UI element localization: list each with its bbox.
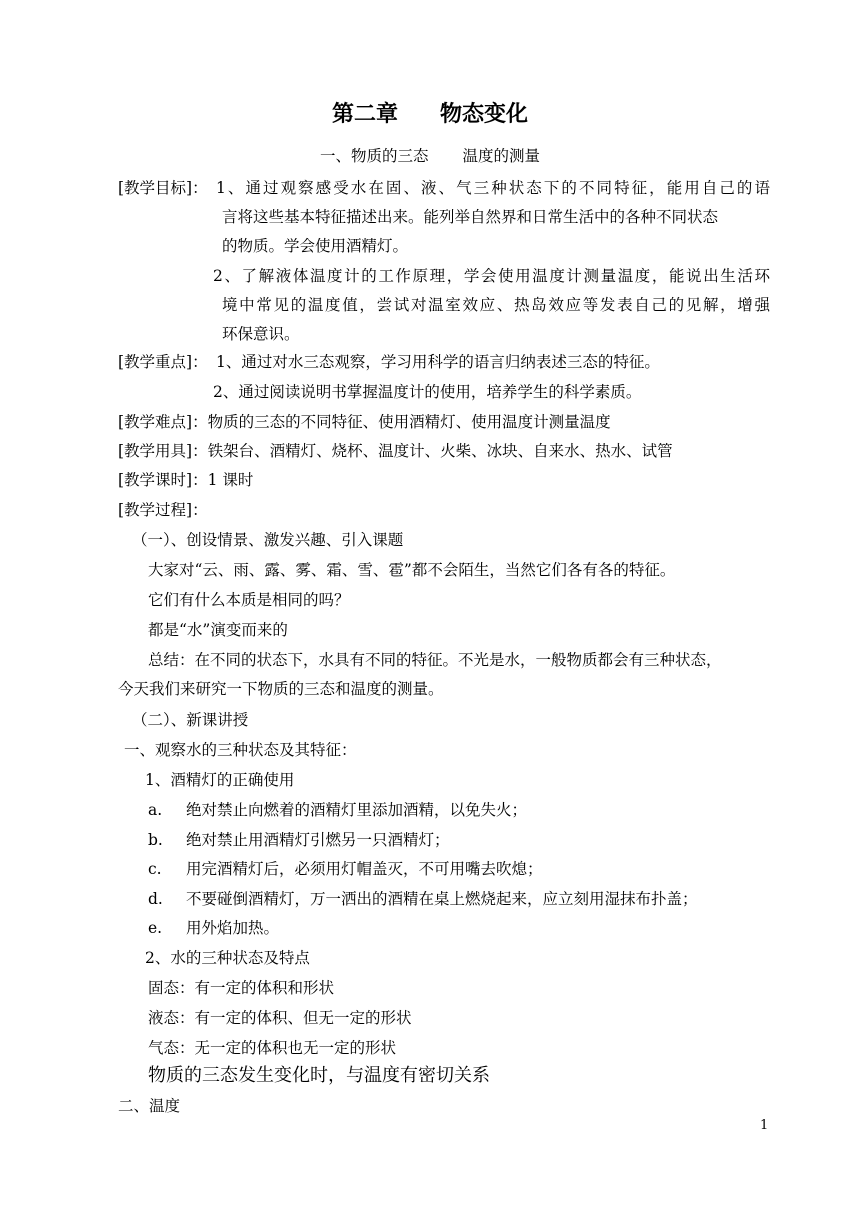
states-conclusion: 物质的三态发生变化时，与温度有密切关系 xyxy=(148,1065,490,1086)
lamp-rule-letter: b. xyxy=(148,831,163,849)
lamp-rule-text: 绝对禁止用酒精灯引燃另一只酒精灯； xyxy=(186,831,450,849)
lamp-rule-text: 用外焰加热。 xyxy=(186,919,280,937)
lamp-rule-letter: e. xyxy=(148,919,163,937)
states-heading: 2、水的三种状态及特点 xyxy=(145,949,310,967)
process-label: [教学过程]： xyxy=(118,501,208,519)
lamp-rule-letter: a. xyxy=(148,801,163,819)
objective-2-line-1: 2、了解液体温度计的工作原理，学会使用温度计测量温度，能说出生活环 xyxy=(213,267,770,285)
subtitle-part1: 一、物质的三态 xyxy=(319,147,429,165)
section1-summary-line-1: 总结：在不同的状态下，水具有不同的特征。不光是水，一般物质都会有三种状态， xyxy=(148,651,722,669)
gas-state: 气态：无一定的体积也无一定的形状 xyxy=(148,1039,397,1057)
chapter-title xyxy=(0,100,860,130)
page-number: 1 xyxy=(760,1118,769,1133)
chapter-number: 第二章 xyxy=(331,102,398,127)
lamp-rule-text: 用完酒精灯后，必须用灯帽盖灭，不可用嘴去吹熄； xyxy=(186,860,543,878)
objective-1-line-2: 言将这些基本特征描述出来。能列举自然界和日常生活中的各种不同状态 xyxy=(222,208,719,226)
keypoint-2: 2、通过阅读说明书掌握温度计的使用，培养学生的科学素质。 xyxy=(213,383,642,401)
section1-paragraph-1: 大家对“云、雨、露、雾、霜、雪、雹”都不会陌生，当然它们各有各的特征。 xyxy=(148,561,676,579)
section2-heading: （二）、新课讲授 xyxy=(132,711,249,729)
lamp-heading: 1、酒精灯的正确使用 xyxy=(145,771,295,789)
section1-paragraph-2: 它们有什么本质是相同的吗？ xyxy=(148,591,350,609)
lamp-rule xyxy=(148,830,450,850)
objective-1-line-1: 1、通过观察感受水在固、液、气三种状态下的不同特征，能用自己的语 xyxy=(216,179,770,197)
lamp-rule-text: 不要碰倒酒精灯，万一洒出的酒精在桌上燃烧起来，应立刻用湿抹布扑盖； xyxy=(186,890,698,908)
difficulties: [教学难点]：物质的三态的不同特征、使用酒精灯、使用温度计测量温度 xyxy=(118,413,611,431)
hours: [教学课时]：1 课时 xyxy=(118,471,254,489)
lamp-rule xyxy=(148,918,279,938)
tools: [教学用具]：铁架台、酒精灯、烧杯、温度计、火柴、冰块、自来水、热水、试管 xyxy=(118,442,673,460)
objective-1-line-3: 的物质。学会使用酒精灯。 xyxy=(222,237,409,255)
solid-state: 固态：有一定的体积和形状 xyxy=(148,979,335,997)
section1-paragraph-3: 都是“水”演变而来的 xyxy=(148,621,288,639)
keypoint-1: 1、通过对水三态观察，学习用科学的语言归纳表述三态的特征。 xyxy=(216,353,660,371)
lamp-rule-letter: d. xyxy=(148,890,163,908)
liquid-state: 液态：有一定的体积、但无一定的形状 xyxy=(148,1009,412,1027)
lamp-rule xyxy=(148,859,543,879)
chapter-name: 物态变化 xyxy=(440,102,529,127)
lamp-rule-text: 绝对禁止向燃着的酒精灯里添加酒精，以免失火； xyxy=(186,801,528,819)
objective-2-line-2: 境中常见的温度值，尝试对温室效应、热岛效应等发表自己的见解，增强 xyxy=(222,296,770,314)
section1-heading: （一）、创设情景、激发兴趣、引入课题 xyxy=(132,531,404,549)
subtitle-part2: 温度的测量 xyxy=(462,147,541,165)
part2-heading: 二、温度 xyxy=(118,1097,181,1115)
objective-2-line-3: 环保意识。 xyxy=(222,325,300,343)
section-subtitle xyxy=(0,146,860,166)
keypoints-label: [教学重点]： xyxy=(118,353,208,371)
lamp-rule xyxy=(148,800,527,820)
section1-summary-line-2: 今天我们来研究一下物质的三态和温度的测量。 xyxy=(118,680,444,698)
lamp-rule-letter: c. xyxy=(148,860,162,878)
objectives-label: [教学目标]： xyxy=(118,179,208,197)
part1-heading: 一、观察水的三种状态及其特征： xyxy=(124,741,357,759)
lamp-rule xyxy=(148,889,698,909)
